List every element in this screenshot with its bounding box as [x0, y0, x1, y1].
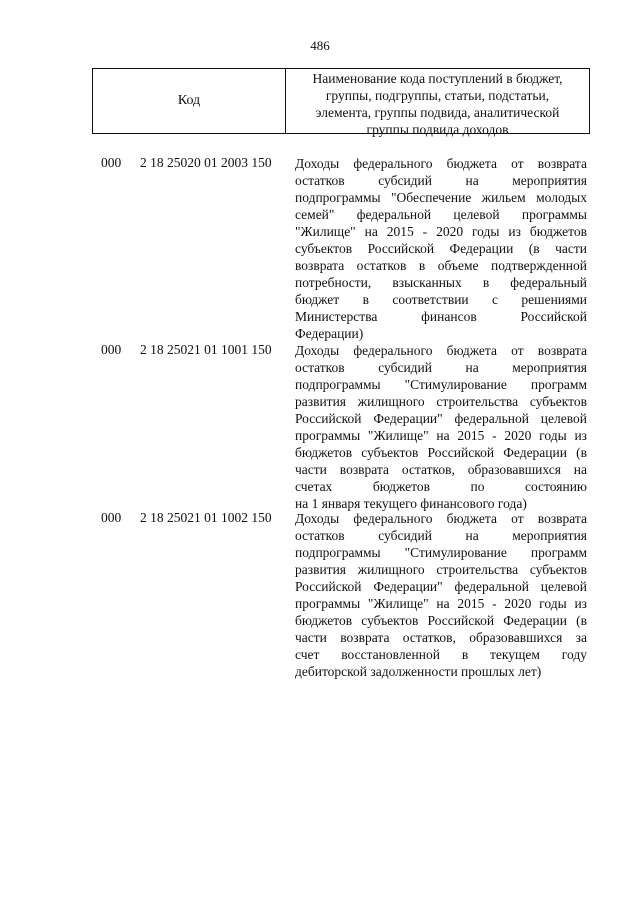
table-header: [92, 68, 590, 137]
name-line: программы "Жилище" на 2015 - 2020 годы из: [295, 428, 587, 443]
name-line: субъектов Российской Федерации (в части: [295, 241, 587, 256]
name-line: "Жилище" на 2015 - 2020 годы из бюджетов: [295, 224, 587, 239]
name-line: Российской Федерации" федеральной целевой: [295, 579, 587, 594]
revenue-name: [295, 155, 587, 342]
code-column-header: Код: [93, 69, 286, 133]
name-line: Федерации): [295, 326, 364, 341]
header-line: элемента, группы подвида, аналитической: [315, 105, 560, 120]
admin-code: 000: [101, 342, 122, 357]
revenue-code: 2 18 25021 01 1002 150: [140, 510, 272, 525]
page-number: 486: [310, 38, 330, 53]
admin-code: 000: [101, 155, 122, 170]
header-line: группы подвида доходов: [366, 122, 509, 137]
name-line: остатков субсидий на мероприятия: [295, 360, 587, 375]
name-line: подпрограммы "Стимулирование программ: [295, 377, 587, 392]
name-line: развития жилищного строительства субъектов: [295, 562, 587, 577]
name-line: остатков субсидий на мероприятия: [295, 173, 587, 188]
name-line: подпрограммы "Стимулирование программ: [295, 545, 587, 560]
name-line: развития жилищного строительства субъектов: [295, 394, 587, 409]
name-line: остатков субсидий на мероприятия: [295, 528, 587, 543]
name-line: дебиторской задолженности прошлых лет): [295, 664, 542, 679]
name-line: части возврата остатков, образовавшихся за: [295, 630, 587, 645]
name-line: счетах бюджетов по состоянию: [295, 479, 587, 494]
name-line: Министерства финансов Российской: [295, 309, 587, 324]
revenue-name: [295, 510, 587, 680]
name-line: счет восстановленной в текущем году: [295, 647, 587, 662]
name-line: Доходы федерального бюджета от возврата: [295, 343, 587, 358]
name-line: Доходы федерального бюджета от возврата: [295, 156, 587, 171]
admin-code: 000: [101, 510, 122, 525]
name-line: программы "Жилище" на 2015 - 2020 годы из: [295, 596, 587, 611]
name-line: семей" федеральной целевой программы: [295, 207, 587, 222]
name-line: на 1 января текущего финансового года): [295, 496, 527, 511]
revenue-code: 2 18 25021 01 1001 150: [140, 342, 272, 357]
name-line: Доходы федерального бюджета от возврата: [295, 511, 587, 526]
name-line: бюджетов субъектов Российской Федерации (в: [295, 613, 587, 628]
revenue-name: [295, 342, 587, 512]
name-line: части возврата остатков, образовавшихся на: [295, 462, 587, 477]
name-line: бюджетов субъектов Российской Федерации (в: [295, 445, 587, 460]
name-line: бюджет в соответствии с решениями: [295, 292, 587, 307]
header-line: Наименование кода поступлений в бюджет,: [312, 71, 563, 86]
name-column-header: [286, 70, 589, 138]
name-line: Российской Федерации" федеральной целевой: [295, 411, 587, 426]
header-line: группы, подгруппы, статьи, подстатьи,: [325, 88, 550, 103]
name-line: подпрограммы "Обеспечение жильем молодых: [295, 190, 587, 205]
name-line: потребности, взысканных в федеральный: [295, 275, 587, 290]
name-line: возврата остатков в объеме подтвержденной: [295, 258, 587, 273]
revenue-code: 2 18 25020 01 2003 150: [140, 155, 272, 170]
